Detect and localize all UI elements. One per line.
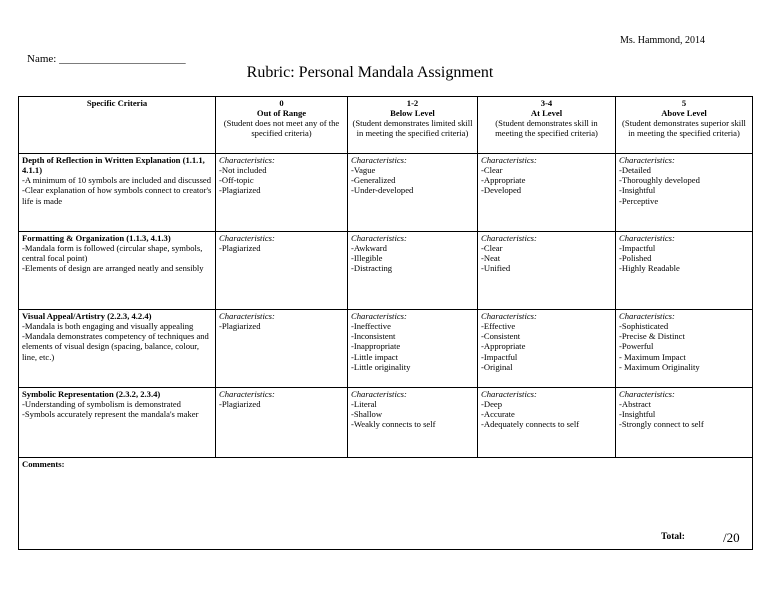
rating-cell (216, 310, 348, 388)
characteristic-item: -Little originality (351, 361, 411, 372)
criterion-detail: -Mandala form is followed (circular shape, symbols, central focal point) (22, 243, 203, 264)
characteristic-item: -Awkward (351, 243, 387, 254)
characteristic-item: -Accurate (481, 409, 515, 420)
characteristic-item: -Detailed (619, 165, 651, 176)
characteristics-label: Characteristics: (481, 311, 537, 321)
rating-cell (616, 310, 753, 388)
characteristics-label: Characteristics: (351, 233, 407, 243)
characteristic-item: -Abstract (619, 399, 651, 410)
characteristics-label: Characteristics: (619, 311, 675, 321)
characteristics-label: Characteristics: (619, 155, 675, 165)
characteristics-label: Characteristics: (481, 389, 537, 399)
rating-cell (478, 310, 616, 388)
characteristic-item: -Original (481, 361, 513, 372)
level-description: (Student demonstrates superior skill in meeting the specified criteria) (622, 118, 746, 139)
characteristic-item: -Sophisticated (619, 321, 669, 332)
level-description: (Student does not meet any of the specified criteria) (223, 118, 340, 139)
header-row (19, 97, 753, 154)
characteristics-label: Characteristics: (481, 233, 537, 243)
characteristic-item: -Ineffective (351, 321, 391, 332)
characteristic-item: -Plagiarized (219, 243, 261, 254)
criterion-title: Visual Appeal/Artistry (2.2.3, 4.2.4) (22, 311, 152, 321)
characteristic-item: -Powerful (619, 341, 654, 352)
criterion-cell (19, 310, 216, 388)
rating-cell (348, 154, 478, 232)
characteristics-label: Characteristics: (481, 155, 537, 165)
characteristic-item: -Literal (351, 399, 377, 410)
characteristic-item: -Deep (481, 399, 502, 410)
rating-cell (478, 388, 616, 458)
characteristic-item: -Impactful (481, 351, 518, 362)
characteristic-item: -Strongly connect to self (619, 419, 704, 430)
characteristic-item: -Appropriate (481, 175, 526, 186)
characteristics-label: Characteristics: (619, 233, 675, 243)
characteristic-item: -Adequately connects to self (481, 419, 580, 430)
rubric-table (18, 96, 753, 550)
criterion-detail: -Understanding of symbolism is demonstrated (22, 399, 181, 410)
criterion-title: Depth of Reflection in Written Explanation (1.1.1, 4.1.1) (22, 155, 205, 176)
characteristic-item: -Highly Readable (619, 263, 680, 274)
characteristic-item: -Polished (619, 253, 652, 264)
criterion-cell (19, 154, 216, 232)
page-title: Rubric: Personal Mandala Assignment (246, 64, 494, 81)
characteristic-item: -Clear (481, 243, 503, 254)
criterion-cell (19, 388, 216, 458)
table-row (19, 232, 753, 310)
criterion-detail: -A minimum of 10 symbols are included and discussed (22, 175, 212, 186)
rating-cell (616, 388, 753, 458)
level-header-at-level (478, 97, 616, 154)
rating-cell (616, 154, 753, 232)
level-name: Above Level (661, 108, 707, 119)
rating-cell (348, 232, 478, 310)
characteristic-item: -Under-developed (351, 185, 414, 196)
characteristic-item: -Insightful (619, 185, 656, 196)
characteristic-item: -Shallow (351, 409, 383, 420)
criterion-title: Symbolic Representation (2.3.2, 2.3.4) (22, 389, 161, 399)
level-name: Below Level (390, 108, 435, 119)
characteristic-item: -Thoroughly developed (619, 175, 700, 186)
level-name: Out of Range (256, 108, 307, 119)
level-score: 0 (279, 98, 284, 108)
comments-label: Comments: (22, 459, 65, 469)
characteristic-item: - Maximum Originality (619, 361, 700, 372)
characteristic-item: -Neat (481, 253, 501, 264)
criterion-detail: -Mandala is both engaging and visually appealing (22, 321, 194, 332)
rating-cell (478, 232, 616, 310)
rating-cell (616, 232, 753, 310)
characteristics-label: Characteristics: (351, 311, 407, 321)
criteria-column-header: Specific Criteria (19, 97, 216, 154)
characteristic-item: -Insightful (619, 409, 656, 420)
level-description: (Student demonstrates skill in meeting the specified criteria) (495, 118, 598, 139)
characteristic-item: -Precise & Distinct (619, 331, 685, 342)
characteristics-label: Characteristics: (351, 389, 407, 399)
characteristic-item: -Not included (219, 165, 267, 176)
level-header-above-level (616, 97, 753, 154)
level-name: At Level (530, 108, 563, 119)
criterion-detail: -Mandala demonstrates competency of techniques and elements of visual design (spacing, balance, colour, line, etc.) (22, 331, 209, 362)
name-field-label: Name: _______________________ (27, 53, 186, 65)
criterion-detail: -Elements of design are arranged neatly and sensibly (22, 263, 204, 274)
rating-cell (216, 154, 348, 232)
characteristics-label: Characteristics: (351, 155, 407, 165)
characteristics-label: Characteristics: (219, 233, 275, 243)
characteristic-item: -Off-topic (219, 175, 254, 186)
table-row (19, 388, 753, 458)
characteristics-label: Characteristics: (219, 155, 275, 165)
table-row (19, 154, 753, 232)
rating-cell (478, 154, 616, 232)
characteristics-label: Characteristics: (219, 389, 275, 399)
characteristics-label: Characteristics: (219, 311, 275, 321)
characteristic-item: -Unified (481, 263, 511, 274)
characteristic-item: -Developed (481, 185, 522, 196)
rating-cell (348, 310, 478, 388)
rating-cell (216, 388, 348, 458)
characteristic-item: -Inappropriate (351, 341, 401, 352)
level-header-out-of-range (216, 97, 348, 154)
total-label: Total: (661, 531, 685, 542)
characteristic-item: -Little impact (351, 351, 399, 362)
characteristic-item: -Plagiarized (219, 321, 261, 332)
characteristic-item: -Clear (481, 165, 503, 176)
total-score: /20 (723, 529, 740, 545)
characteristic-item: -Inconsistent (351, 331, 396, 342)
criterion-cell (19, 232, 216, 310)
characteristic-item: -Weakly connects to self (351, 419, 436, 430)
characteristic-item: -Illegible (351, 253, 383, 264)
rating-cell (216, 232, 348, 310)
table-row (19, 310, 753, 388)
characteristic-item: -Distracting (351, 263, 393, 274)
comments-row (19, 458, 753, 550)
characteristic-item: - Maximum Impact (619, 351, 686, 362)
level-score: 5 (681, 98, 687, 108)
characteristic-item: -Perceptive (619, 195, 659, 206)
level-description: (Student demonstrates limited skill in meeting the specified criteria) (352, 118, 473, 139)
criterion-detail: -Clear explanation of how symbols connect to creator's life is made (22, 185, 212, 206)
characteristic-item: -Generalized (351, 175, 396, 186)
characteristics-label: Characteristics: (619, 389, 675, 399)
teacher-credit: Ms. Hammond, 2014 (620, 35, 705, 46)
characteristic-item: -Effective (481, 321, 516, 332)
criterion-detail: -Symbols accurately represent the mandala's maker (22, 409, 199, 420)
level-score: 1-2 (406, 98, 419, 108)
level-header-below-level (348, 97, 478, 154)
characteristic-item: -Plagiarized (219, 399, 261, 410)
level-score: 3-4 (540, 98, 553, 108)
characteristic-item: -Plagiarized (219, 185, 261, 196)
characteristic-item: -Consistent (481, 331, 521, 342)
rating-cell (348, 388, 478, 458)
comments-cell (19, 458, 753, 550)
criterion-title: Formatting & Organization (1.1.3, 4.1.3) (22, 233, 171, 243)
characteristic-item: -Impactful (619, 243, 656, 254)
characteristic-item: -Appropriate (481, 341, 526, 352)
characteristic-item: -Vague (351, 165, 376, 176)
